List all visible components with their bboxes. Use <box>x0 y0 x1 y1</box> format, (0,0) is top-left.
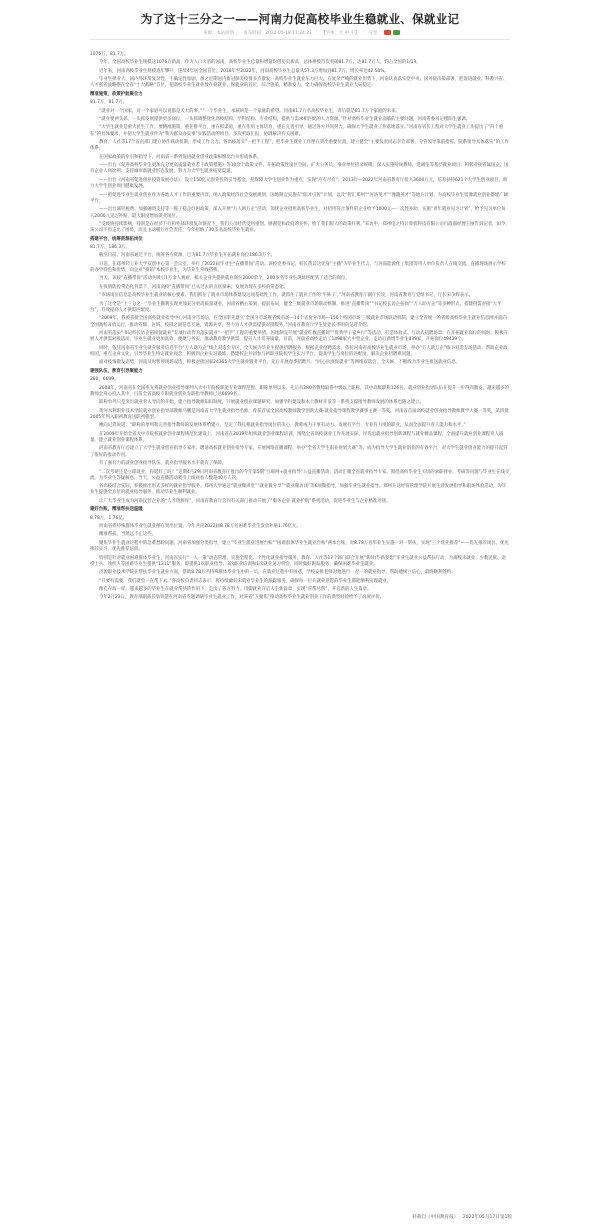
article-paragraph: 近年来，河南高校毕业生规模逐年攀升，连续4年居全国首位。2018年至2022年，河南高校毕业生总量从57.3万增加到81.7万，增长率达42.58%。 <box>99 68 389 74</box>
article-paragraph: 黄河水利职业技术学院就业创业指导部教师马鹏是河南省大学生就业指导名师，曾获首届全国高校教师教学创新大赛·就业指导课程教学赛事主赛一等奖。河南省首届高校就业创业指导教师教学大赛一等奖，第四批2005年列入职初教育送职初模型。 <box>90 408 509 420</box>
article-paragraph: 聚焦毕业生就业过程中的急难愁盼问题，河南省加强分类指导，建立“毕业生就业进展台账”“困难群体毕业生就业台账”两本台账，对8.78万名毕业生实施一对一帮扶，实现“三个优先推荐”——优先推荐岗位、优先推荐实习、优先推荐培训。 <box>90 540 509 553</box>
article-footer <box>409 1214 512 1220</box>
article-paragraph: 让广大毕业生成为河南民营企业的“人才资源库”，河南省教育厅会同有关部门推动开展了“服务企业·就业护航”系列活动，促进毕业生与企业精准对接。 <box>99 498 391 504</box>
article-paragraph: ——出台减轻税费、加强融资支持等一揽子稳企纾困政策，深入开展“万人助万企”活动，领优企业招用高校毕业生，对招用符合条件的企业给予1000元—一次性补助；实施“青年就业见习计划”，给予见习单位每人2000元见习补贴，最大限度增加就业岗位。 <box>90 207 506 219</box>
article-paragraph: 有了强有力的就业创业指导队伍，就业指导服务水平就有了保障。 <box>99 461 227 467</box>
article-title: 为了这十三分之一——河南力促高校毕业生稳就业、保就业记 <box>140 12 460 26</box>
article-paragraph: 职称单列只是突出就业育人导向的开始，建立指导教师知识制度，开展就业创业课题研究、加强学科建设和本土教材开发等一系列支撑指导教师发展的体系也随之建立。 <box>99 400 424 406</box>
article-paragraph: 1076万，81.7万。 <box>90 52 129 57</box>
article-paragraph: 同时，依托河南省毕业生就业服务信息平台“万人助万企”线上双选会专区，全天候为毕业生提供招聘服务；根据企业招聘需求，依托河南省高校毕业生就业市场，举办“万人助万企”线下双选专场活动；帮助企业政校园，重点企业文化，引导毕业生特定就业观念，积极到企业实习锻炼；搭建校企共同参与初职业院校学生实习平台，提高学生与岗位的匹配度，解决企业招聘难问题。 <box>90 345 508 358</box>
article-paragraph: 河南省落实“书记校长访企拓岗促就业”专项行动作为落实就业“一把手”工程的重要举措，因地制宜开展“就业红旗直播间”“优秀学子家乡行”等活动，打造体验式、互动式招聘场景；在开拓就业岗位的同时，积极开展人才供需对接活动，毕业生就业更加高效、便捷与务实，推动教育教学供需，提升人才培养质量。目前，河南省高校走访了1498家大中型企业，走访后新增毕业生839家，开拓岗位49439个。 <box>90 331 508 343</box>
share-label: 分享 <box>368 31 378 36</box>
article-paragraph: 当天，该校“直播带岗”活动共吸引1万余人观看，相关企业共提供就业岗位2000余个，200多名毕业生现场匹配到了适合的岗位。 <box>99 276 350 282</box>
article-paragraph: “只要有需要，我们就会一直帮下去。”各高校负责同志表示，将持续做好未就业毕业生的跟踪服务，确保每一位有就业意愿的毕业生都能顺利实现就业。 <box>99 578 392 584</box>
article-body <box>90 52 510 604</box>
title-divider <box>90 39 510 40</box>
meta-source: 来源：本站原创 <box>203 31 234 36</box>
section-heading: 建好台账，精准帮扶送温暖 <box>90 507 143 513</box>
wechat-share-icon[interactable] <box>393 30 400 35</box>
footer-source: 转载自《中国教育报》 <box>412 1215 459 1220</box>
article-paragraph: 河南省将特殊群体毕业生就业摆在突出位置，今年共向2022届8.78万名困难毕业生发放补贴1.76亿元。 <box>99 524 301 530</box>
article-paragraph: 今年，全国高校毕业生规模达1076万新高，作为人口大省的河南，高校毕业生总量和增量均创历史新高：总体规模首次突破81.7万，达81.7万人，约占全国的1/13。 <box>99 60 421 66</box>
article-paragraph: 日前，在郑州轻工业大学双创中心第一会议室，举行了2022届毕业生“直播带岗”活动。该校党委书记、校长黄其达化身“主播”为毕业生代言，与河南能源化工集团等用人单位负责人在线交流，直播现场展示学校的办学特色和优势，向企业“推销”本校毕业生，为毕业生牵线搭桥。 <box>90 261 506 274</box>
article-paragraph: 8.78万，1.76亿。 <box>90 515 128 521</box>
article-paragraph: 2008年，河南省在全国率先将就业创业指导课列入大中专院校职能专业课程范围，职称单列以来，先后有280名教师取得中级以上职称，其中高级职称126名。就业创业指导队伍在提升一步得到激发，越来越多的教师全身心投入其中，目前全省高校专职就业创业专职指导教师已达6699名。 <box>90 385 509 397</box>
section-heading: 建强队伍，教育引导聚能力 <box>90 368 143 374</box>
article-paragraph: 在疫情防控常态化背景下，河南高校“直播带岗”已从过去的点状探索，发展为现在多校的常态化。 <box>99 284 288 290</box>
footer-date: 2022年05月17日第1版 <box>462 1215 512 1220</box>
article-paragraph: “2009年，我被获批全国高校就业指导中心河南分市场后，在全国率先建立‘全国分市场暨省级市场—14个省份分市场—156个校园市场’三级就业市场联动机制，建立全省统一的省级高校毕业生就业信息网并面向全国高校开放运行，推动省级、区域、校园之间信息互通，资源共享，努力为人才供需提供对接服务。”河南省教育厅学生处处长李明向记者介绍。 <box>90 316 507 328</box>
article-paragraph: 在2009年开始全省大中专院校就业创业课程规范化建设上，河南省在2019年组织就业创业课程培训，围绕全省高校就业工作开展实际，评选出就业指导创新课程与就业精品课程，全面提升就业创业课程育人质量，建立就业创业课程体系。 <box>90 431 504 444</box>
article-paragraph: 面对疫情散发态势，河南及时暂停现场双选，积极对接国家24365大学生就业服务平台，先后开展春季招聘月、“同心抗疫促就业”等网络双选会，全天候、不断线为毕业生推送就业信息。 <box>99 360 460 366</box>
article-paragraph: 毕业生择业大，国内外环境复杂性、不确定性加剧，加之近期国内新冠肺炎疫情多点散发，高校毕业生就业压力巨大。在复杂严峻的就业形势下，河南认真落实党中央、国务院决策部署，把促进就业、科教兴省、人才强省战略摆在全省“十大战略”首位，把高校毕业生就业放在稳就业、保就业的首位，综合施策，精准发力，全力确保高校毕业生就业大局稳定。 <box>90 77 508 89</box>
article-paragraph: “就业要两头抓，一头抓发展提供更多岗位，一头抓调整优化高校结构、学科结构、专业结构，提供与需求相匹配的人力资源。”针对高校毕业生就业面临的主要问题，河南省委书记楼阳生强调。 <box>99 117 471 123</box>
article-meta <box>0 30 600 36</box>
article-paragraph: 特别是针对就业困难群体毕业生，河南省实行“一人一策”动态管理，实施全程化、个性化就业指导服务。教育、人社等17个部门联合开展“新时代·新梦想”毕业生就业公益帮扶行动，为离校未就业、少数民族、退役士兵、残疾人等困难毕业生提供“1311”服务，即提供1次职业指导、3次职业培训和1次就业见习机会，同时做好跟踪服务，确保困难毕业生就业。 <box>90 555 506 567</box>
section-heading: 搭建平台，统筹资源拓岗位 <box>90 236 143 242</box>
article-paragraph: ——出台《河南省促进创业投资发展办法》，设立150亿元创业投资引导基金，把保障大学生创业作为重点，实现“应有尽有”。2013年—2022年河南省教育厅投入3600万元，培育扶持621个大学生创业项目，助力大学生创业项目健康发展。 <box>90 177 508 190</box>
article-paragraph: 为了这全是“十三分之一”毕业生顺利实现更加充分更高质量就业，河南省精心策划，提前布局，健全三级就业市场联动机制，推进“直播带岗”“书记校长访企拓岗”“万人助万企”等多种形式，搭建供需对接“大平台”，有效提高人才供需匹配度。 <box>90 301 502 313</box>
weibo-share-icon[interactable] <box>384 30 391 35</box>
article-paragraph: 教育、人社等17个省直部门建立协作联动机制，形成工作合力；各高校落实“一把手工程”，把毕业生就业工作摆在突出重要位置，建立健全“主要负责同志亲自部署、分管领导靠前指挥、院系领导具体落实”的工作体系。 <box>90 140 509 152</box>
article-paragraph: 济源职业技术学院在帮扶毕业生就业方面，借助8.78万名特殊群体毕业生中的一员，在就业过程中有困惑，学校安排老师对他进行一对一的就业指导，帮助他树立信心，最终顺利签约。 <box>99 570 456 576</box>
font-size-switcher[interactable]: 【字体：大 中 小】 <box>321 31 360 36</box>
article-paragraph: 像孔存波一样，越来越多的毕业生在就业帮扶的作用下，走出了各方努力，用脚就业开启人生新篇章，实现“应帮尽帮”，开启新的人生篇章。 <box>99 586 372 592</box>
article-paragraph: “大学生就业是重大民生工作，要精准施策，重在推平台，重在抓渠道，重在作用主体培育，重在完善引导，通过各方共同努力，确保大学生就业工作落地落实。”河南省省长王凯对大学生就业工作提出了“四个重在”的具体要求，并把大学生就业作为“我为群众办实事”实践活动的项目，多次听取汇报，协调解决有关困难。 <box>90 125 504 137</box>
article-paragraph: ——把促进毕业生就业创业作为各地人才工作的重要内容，纳入政策经济社会发展规划，因地制宜实施有“阳才引智”计划，以及“智汇郑州”“河洛英才”“豫籍英才”等地方计划，为高校毕业生留豫就业创业搭建广阔平台。 <box>90 192 508 204</box>
article-paragraph: ——出台《促进高校毕业生更加充分更高质量就业若干政策措施》等10余个政策文件，开拓政策性岗位空间，扩大公务员、事业单位招录规模；深入实施特岗教师、选调生等基层就业项目；积极对接省属国企、国有企业人岗比例；支持城市新就业形态发展，努力为大学生就业拓宽渠道。 <box>90 163 509 175</box>
article-paragraph: 81.7万，81.7万。 <box>90 100 128 106</box>
meta-time: 发布时间：2022-05-18 17:24:21 <box>243 31 312 36</box>
article-paragraph: 各高校结合实际，积极推出形式多样的就业指导服务。郑州大学通过“就业微讲堂”“就业微分享”“就业微访谈”等6项微指导，加强毕业生就业指导。郑州升达经贸管理学院开展生涯发展指导和职场体验活动，为毕业生提供全方位的就业指导服务，推动毕业生顺利就业。 <box>90 484 507 496</box>
article-paragraph: “就业对一个国家，对一个家庭可以说都是天大的事。”“一个毕业生，承载的是一个家庭的希望。河南81.7万名高校毕业生，背后就是81.7万个家庭的未来。 <box>99 108 400 114</box>
article-paragraph: 280，6699。 <box>90 377 119 383</box>
article-paragraph: 她向记者说道：“职称的单列和完善指导教师的发展体系给建立，坚定了我扎根就业指导岗位的决心，教师成为干事有动力、发展有平台、专业有力度的职业，从而全面提升育人能力和水平。” <box>99 423 466 429</box>
article-paragraph: 81.7万，186.3万。 <box>90 245 130 251</box>
section-heading: 精准施策，政策护航聚合力 <box>90 91 143 97</box>
article-paragraph: “市场岗位信息是高校毕业生就业的核心要素。我们抓住了就业市场体系建设这项基础性工作，就抓住了就业工作的‘牛鼻子’。”河南省教育厅副厅长说，河南省教育厅党组书记、厅长宋争辉表示。 <box>99 293 473 299</box>
article-paragraph: 今年2月23日，教育部副部长翁铁慧在河南省专题调研毕业生就业工作，对该省“五聚焦”推动高校毕业生就业创业工作的典型经验给予了高度评价。 <box>99 595 385 601</box>
article-paragraph: “二次考研还是立即就业，你愿好了吗？”近期4月29日河南省教育厅推出的今年第5期“互联网+就业指导”公益直播活动，活动汇聚全省就业指导专家，围绕高校毕业生关切的求职择业、考研等问题与毕业生在线交流，为毕业生答疑解惑。当天，公益直播活动吸引上线观看人数超40万人次。 <box>90 469 510 481</box>
article-paragraph: “受疫情持续影响，特别是在经济下行和外部环境复杂情况下，我们公司经营受到重创。感谢党和政府的关怀，给了我们很大的政策红利。”采访中，郑州电之特计算机科技有限公司行政部经理王丽告诉记者，如今，该公司不但走出了困境，而且主动履行社会责任，今年招纳了30多名高校毕业生就业。 <box>90 221 510 234</box>
article-paragraph: 河南省教育厅还建立了大学生就业创业指导专家库，聘请高校就业创业指导专家，开展网络直播课程，举办“全省大学生职业规划大赛”等，成为指导大学生就业创业的有效平台，对大学生就业创业能力的提升起到了很好的推动作用。 <box>90 446 508 458</box>
article-paragraph: 截至目前，河南省通过平台，统筹各方资源，已为81.7万毕业生开拓就业岗位186.3万个。 <box>99 253 276 259</box>
article-paragraph: 精准帮扶，当然远不止这些。 <box>99 532 157 538</box>
article-paragraph: 在国家政策的牵引和指导下，河南省一系列促进就业创业政策相继出台并形成体系。 <box>99 154 262 160</box>
